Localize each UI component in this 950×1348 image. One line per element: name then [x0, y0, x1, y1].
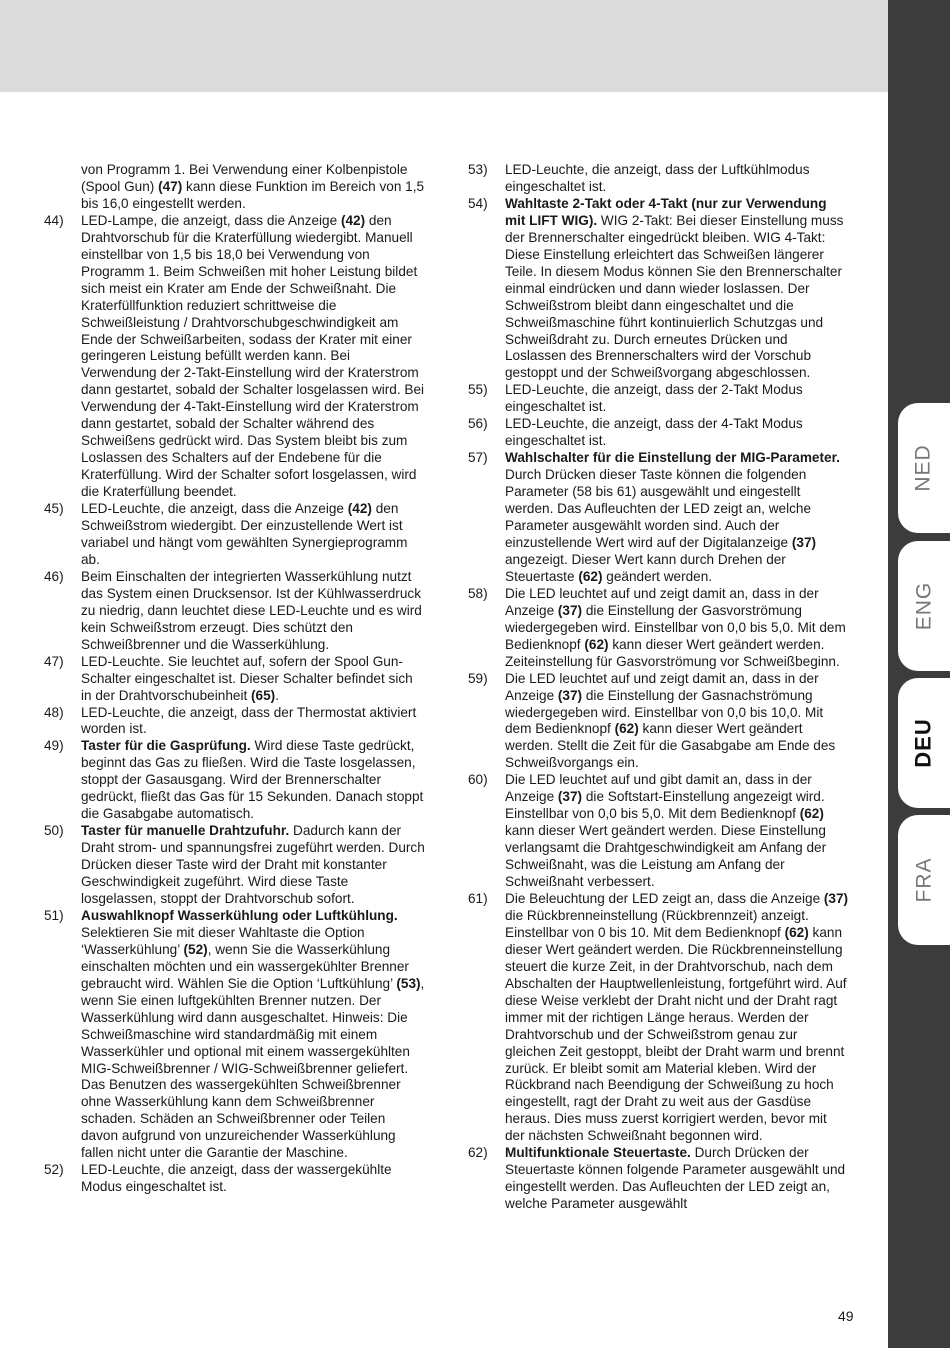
tab-deu[interactable] [898, 678, 950, 808]
text-run: , wenn Sie die Wasserkühlung einschalten möchten und ein wassergekühlter Brenner gebraucht wird. Wählen Sie die Option ‘Luftkühlung’ [81, 941, 409, 991]
tab-fra-label: FRA [912, 857, 935, 903]
item-number: 60) [468, 772, 488, 788]
text-run: kann diese Funktion im Bereich von 1,5 bis 16,0 eingestellt werden. [81, 178, 425, 211]
list-item [44, 569, 426, 654]
text-run: Wird diese Taste gedrückt, beginnt das Gas zu fließen. Wird die Taste losgelassen, stoppt der Gasausgang. Wird der Brennerschalter gedrückt, fließt das Gas für 15 Sekunden. Danach stoppt die Gasabgabe automatisch. [81, 738, 424, 822]
text-run: den Drahtvorschub für die Kraterfüllung wiedergibt. Manuell einstellbar von 1,5 bis 18,0 bei Verwendung von Programm 1. Beim Schweißen mit hoher Leistung bildet sich meist ein Krater am Ende der Schweißnaht. Die Kraterfüllfunktion reduziert schrittweise die Schweißleistung / Drahtvorschubgeschwindigkeit am Ende der Schweißarbeiten, sodass der Krater mit einer geringeren Leistung befüllt werden kann. Bei Verwendung der 2-Takt-Einstellung wird der Kraterstrom dann gestartet, sobald der Schalter losgelassen wird. Bei Verwendung der 4-Takt-Einstellung wird der Kraterstrom dann gestartet, sobald der Schalter während des Schweißens gedrückt wird. Das System bleibt bis zum Loslassen des Schalters auf der Endebene für die Kraterfüllung. Wird der Schalter sofort losgelassen, wird die Kraterfüllung beendet. [81, 212, 425, 500]
item-text [505, 450, 850, 586]
text-run: Durch Drücken der Steuertaste können folgende Parameter ausgewählt und eingestellt werden. Das Aufleuchten der LED zeigt an, welche Parameter ausgewählt [505, 1145, 846, 1212]
item-number: 56) [468, 416, 488, 432]
tab-eng-label: ENG [911, 581, 935, 631]
bold-text: (37) [557, 602, 583, 618]
text-run: . [275, 687, 279, 703]
bold-text: (52) [183, 941, 208, 957]
list-item [44, 501, 426, 569]
list-item [468, 586, 850, 671]
item-text [505, 1145, 850, 1213]
bold-text: Wahltaste 2-Takt oder 4-Takt (nur zur Verwendung mit LIFT WIG). [505, 195, 827, 228]
item-text [81, 738, 426, 823]
item-text [81, 1162, 426, 1196]
text-run: LED-Lampe, die anzeigt, dass die Anzeige [81, 212, 341, 228]
text-run: die Rückbrenneinstellung (Rückbrennzeit) anzeigt. Einstellbar von 0 bis 10. Mit dem Bedienknopf [505, 907, 809, 940]
item-number: 61) [468, 890, 488, 906]
bold-text: (62) [578, 568, 603, 584]
text-run: Selektieren Sie mit dieser Wahltaste die Option ‘Wasserkühlung’ [81, 924, 365, 957]
text-run: kann dieser Wert geändert werden. Diese Einstellung verlangsamt die Drahtgeschwindigkeit am Anfang der Schweißnaht, was die Leistung am Anfang der Schweißnaht verbessert. [505, 823, 827, 890]
list-item [468, 450, 850, 586]
item-text [81, 162, 426, 213]
text-run: , wenn Sie einen luftgekühlten Brenner nutzen. Der Wasserkühlung wird dann ausgeschaltet. Hinweis: Die Schweißmaschine wird standardmäßig mit einem Wasserkühler und optional mit einem wassergekühlten MIG-Schweißbrenner / WIG-Schweißbrenner geliefert. Das Benutzen des wassergekühlten Schweißbrenner ohne Wasserkühlung kann dem Schweißbrenner schaden. Schäden an Schweißbrenner oder Teilen davon aufgrund von unzureichender Wasserkühlung fallen nicht unter die Garantie der Maschine. [81, 975, 425, 1161]
bold-text: (42) [340, 212, 366, 228]
item-number: 47) [44, 653, 64, 669]
list-item [44, 908, 426, 1162]
list-item [468, 891, 850, 1145]
text-run: Die LED leuchtet auf und gibt damit an, dass in der Anzeige [505, 772, 812, 805]
bold-text: (47) [158, 178, 183, 194]
header-band [0, 0, 888, 92]
item-number: 52) [44, 1162, 64, 1178]
item-number: 44) [44, 212, 64, 228]
item-text [505, 162, 850, 196]
text-run: kann dieser Wert geändert werden. Die Rückbrenneinstellung steuert die kurze Zeit, in der Drahtvorschub, nach dem Abschalten der Hauptwellenleistung, fortgeführt wird. Auf diese Weise verklebt der Draht nicht und der Draht ragt immer mit der richtigen Länge heraus. Werden der Drahtvorschub und der Schweißstrom genau zur gleichen Zeit gestoppt, bleibt der Draht warm und brennt zurück. Er bleibt somit am Material kleben. Wird der Rückbrand nach Beendigung der Schweißung zu hoch eingestellt, ragt der Draht zu weit aus der Gasdüse heraus. Dies muss zuerst korrigiert werden, bevor mit der nächsten Schweißnaht begonnen wird. [505, 924, 847, 1144]
bold-text: Taster für manuelle Drahtzufuhr. [81, 823, 290, 839]
item-text [505, 586, 850, 671]
text-run: LED-Leuchte, die anzeigt, dass der 2-Takt Modus eingeschaltet ist. [505, 382, 803, 415]
item-number: 49) [44, 738, 64, 754]
tab-fra[interactable] [898, 815, 950, 945]
list-item [468, 162, 850, 196]
text-run: die Einstellung der Gasnachströmung wiedergegeben wird. Einstellbar von 0,0 bis 10,0. Mit dem Bedienknopf [505, 687, 824, 737]
bold-text: Wahlschalter für die Einstellung der MIG-Parameter. [505, 450, 840, 466]
bold-text: Multifunktionale Steuertaste. [505, 1145, 691, 1161]
bold-text: (53) [396, 975, 421, 991]
list-item [468, 1145, 850, 1213]
bold-text: (62) [784, 924, 809, 940]
text-run: LED-Leuchte, die anzeigt, dass der 4-Takt Modus eingeschaltet ist. [505, 416, 803, 449]
text-run: angezeigt. Dieser Wert kann durch Drehen der Steuertaste [505, 551, 786, 584]
bold-text: (42) [347, 501, 372, 517]
item-number: 55) [468, 382, 488, 398]
list-item [468, 196, 850, 382]
text-run: LED-Leuchte, die anzeigt, dass der Thermostat aktiviert worden ist. [81, 704, 417, 737]
bold-text: Auswahlknopf Wasserkühlung oder Luftkühlung. [81, 907, 398, 923]
bold-text: Taster für die Gasprüfung. [81, 738, 251, 754]
list-item [44, 654, 426, 705]
left-column [44, 162, 426, 1196]
item-number: 50) [44, 823, 64, 839]
bold-text: (37) [557, 687, 583, 703]
item-text [81, 213, 426, 501]
item-number: 58) [468, 585, 488, 601]
item-text [505, 671, 850, 773]
text-run: Durch Drücken dieser Taste können die folgenden Parameter (58 bis 61) ausgewählt und eingestellt werden. Das Aufleuchten der LED zeigt an, welche Parameter ausgewählt worden sind. Auch der einzustellende Wert wird auf der Digitalanzeige [505, 467, 812, 550]
tab-eng[interactable] [898, 541, 950, 671]
list-item [468, 772, 850, 891]
item-number: 51) [44, 907, 64, 923]
list-item [468, 416, 850, 450]
right-column [468, 162, 850, 1213]
page-number: 49 [838, 1308, 854, 1324]
list-item [44, 162, 426, 213]
bold-text: (62) [584, 636, 609, 652]
bold-text: (62) [799, 806, 824, 822]
text-run: Die LED leuchtet auf und zeigt damit an, dass in der Anzeige [505, 585, 819, 618]
item-number: 46) [44, 568, 64, 584]
item-number: 57) [468, 450, 488, 466]
tab-ned-label: NED [912, 444, 935, 492]
item-text [505, 772, 850, 891]
item-number [44, 162, 81, 213]
language-sidebar [888, 0, 950, 1348]
tab-deu-label: DEU [910, 718, 936, 768]
item-text [81, 569, 426, 654]
bold-text: (37) [557, 789, 583, 805]
item-number: 53) [468, 162, 488, 177]
item-text [81, 823, 426, 908]
text-run: die Softstart-Einstellung angezeigt wird. Einstellbar von 0,0 bis 5,0. Mit dem Bedienknopf [505, 789, 825, 822]
bold-text: (37) [823, 890, 849, 906]
text-run: kann dieser Wert geändert werden. Stellt die Zeit für die Gasabgabe am Ende des Schweißvorgangs ein. [505, 721, 836, 771]
text-run: von Programm 1. Bei Verwendung einer Kolbenpistole (Spool Gun) [81, 162, 408, 194]
text-run: LED-Leuchte, die anzeigt, dass die Anzeige [81, 501, 348, 517]
list-item [44, 1162, 426, 1196]
item-text [505, 416, 850, 450]
list-item [44, 823, 426, 908]
text-run: die Einstellung der Gasvorströmung wiedergegeben wird. Einstellbar von 0,0 bis 5,0. Mit dem Bedienknopf [505, 602, 846, 652]
item-number: 48) [44, 704, 64, 720]
item-number: 54) [468, 195, 488, 211]
tab-ned[interactable] [898, 403, 950, 533]
item-text [505, 196, 850, 382]
text-run: geändert werden. [602, 568, 713, 584]
text-run: kann dieser Wert geändert werden. Zeiteinstellung für Gasvorströmung vor Schweißbeginn. [505, 636, 840, 669]
list-item [44, 738, 426, 823]
item-number: 62) [468, 1145, 488, 1161]
item-text [505, 891, 850, 1145]
bold-text: (62) [614, 721, 639, 737]
list-item [468, 671, 850, 773]
item-number: 59) [468, 670, 488, 686]
list-item [468, 382, 850, 416]
item-text [505, 382, 850, 416]
item-number: 45) [44, 501, 64, 517]
text-run: Die LED leuchtet auf und zeigt damit an, dass in der Anzeige [505, 670, 819, 703]
bold-text: (65) [251, 687, 276, 703]
item-text [81, 501, 426, 569]
text-run: LED-Leuchte. Sie leuchtet auf, sofern der Spool Gun-Schalter eingeschaltet ist. Dieser Schalter befindet sich in der Drahtvorschubeinheit [81, 653, 413, 703]
text-run: Dadurch kann der Draht strom- und spannungsfrei zugeführt werden. Durch Drücken dieser Taste wird der Draht mit konstanter Geschwindigkeit zugeführt. Wird diese Taste losgelassen, stoppt der Drahtvorschub sofort. [81, 823, 425, 906]
item-text [81, 908, 426, 1162]
item-text [81, 654, 426, 705]
text-run: Die Beleuchtung der LED zeigt an, dass die Anzeige [505, 890, 824, 906]
list-item [44, 213, 426, 501]
text-run: LED-Leuchte, die anzeigt, dass der wassergekühlte Modus eingeschaltet ist. [81, 1162, 392, 1195]
bold-text: (37) [791, 534, 817, 550]
text-run: WIG 2-Takt: Bei dieser Einstellung muss der Brennerschalter eingedrückt bleiben. WIG 4-Takt: Diese Einstellung erleichtert das Schweißen längerer Teile. In diesem Modus können Sie den Brennerschalter einmal eindrücken und dann wieder loslassen. Der Schweißstrom bleibt dann eingeschaltet und die Schweißmaschine führt kontinuierlich Schutzgas und Schweißdraht zu. Durch erneutes Drücken und Loslassen des Brennerschalters wird der Vorschub gestoppt und der Schweißvorgang abgeschlossen. [505, 212, 844, 381]
item-text [81, 705, 426, 739]
list-item [44, 705, 426, 739]
text-run: Beim Einschalten der integrierten Wasserkühlung nutzt das System einen Drucksensor. Ist der Kühlwasserdruck zu niedrig, dann leuchtet diese LED-Leuchte und es wird kein Schweißstrom erzeugt. Dies schützt den Schweißbrenner und die Wasserkühlung. [81, 568, 422, 652]
text-run: den Schweißstrom wiedergibt. Der einzustellende Wert ist variabel und hängt vom gewählten Synergieprogramm ab. [81, 501, 408, 567]
text-run: LED-Leuchte, die anzeigt, dass der Luftkühlmodus eingeschaltet ist. [505, 162, 810, 194]
